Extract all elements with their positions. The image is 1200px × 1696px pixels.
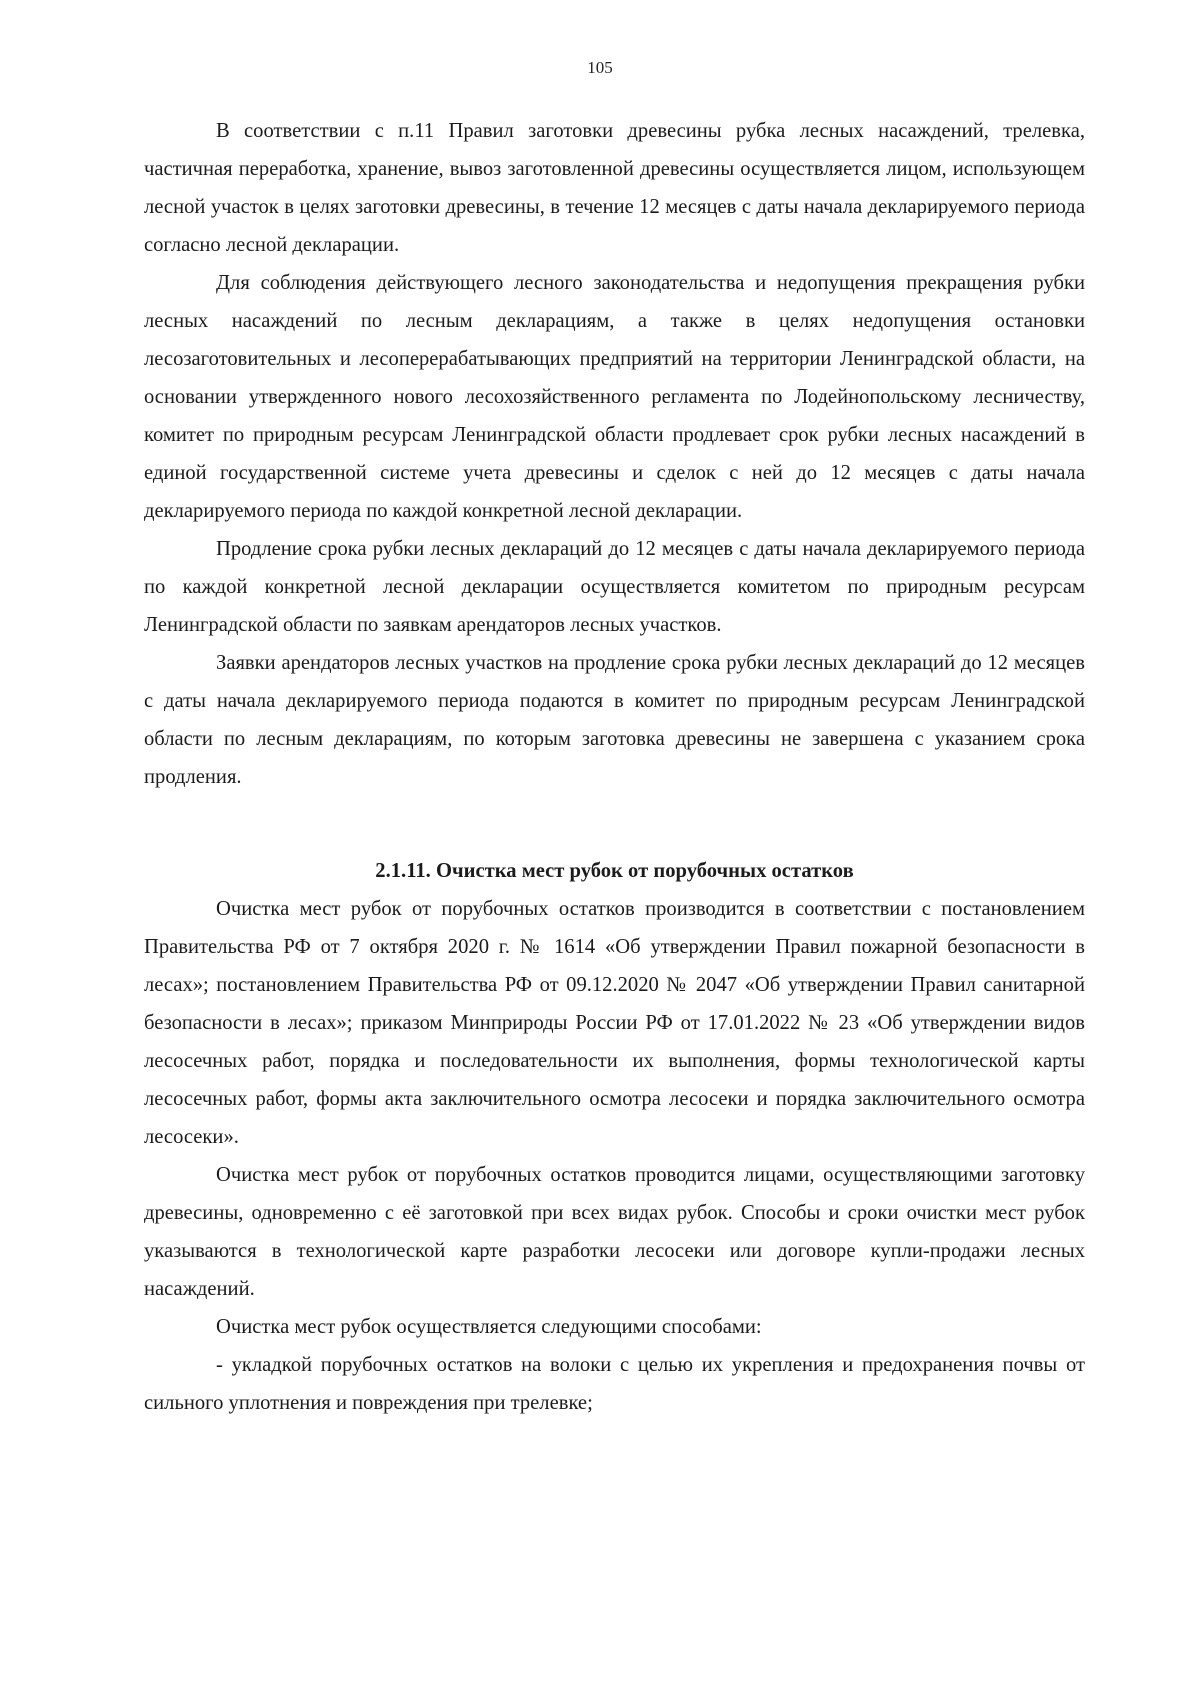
- paragraph-cleaning-responsibility: Очистка мест рубок от порубочных остатков проводится лицами, осуществляющими заготовку древесины, одновременно с её заготовкой при всех видах рубок. Способы и сроки очистки мест рубок указываются в технологической карте разработки лесосеки или договоре купли-продажи лесных насаждений.: [144, 1164, 1085, 1300]
- paragraph-applications: Заявки арендаторов лесных участков на продление срока рубки лесных деклараций до 12 месяцев с даты начала декларируемого периода подаются в комитет по природным ресурсам Ленинградской области по лесным декларациям, по которым заготовка древесины не завершена с указанием срока продления.: [144, 652, 1085, 788]
- page-number: 105: [587, 58, 613, 77]
- paragraph-cleaning-methods-intro: Очистка мест рубок осуществляется следующими способами:: [216, 1316, 762, 1338]
- document-body: [144, 112, 1085, 1422]
- paragraph-extension-procedure: Продление срока рубки лесных деклараций до 12 месяцев с даты начала декларируемого периода по каждой конкретной лесной декларации осуществляется комитетом по природным ресурсам Ленинградской области по заявкам арендаторов лесных участков.: [144, 538, 1085, 636]
- section-heading: 2.1.11. Очистка мест рубок от порубочных остатков: [375, 860, 854, 882]
- paragraph-extension-basis: Для соблюдения действующего лесного законодательства и недопущения прекращения рубки лесных насаждений по лесным декларациям, а также в целях недопущения остановки лесозаготовительных и лесоперерабатывающих предприятий на территории Ленинградской области, на основании утвержденного нового лесохозяйственного регламента по Лодейнопольскому лесничеству, комитет по природным ресурсам Ленинградской области продлевает срок рубки лесных насаждений в единой государственной системе учета древесины и сделок с ней до 12 месяцев с даты начала декларируемого периода по каждой конкретной лесной декларации.: [144, 272, 1085, 522]
- list-item-cleaning-method: - укладкой порубочных остатков на волоки с целью их укрепления и предохранения почвы от сильного уплотнения и повреждения при трелевке;: [144, 1354, 1085, 1414]
- paragraph-harvest-period: В соответствии с п.11 Правил заготовки древесины рубка лесных насаждений, трелевка, частичная переработка, хранение, вывоз заготовленной древесины осуществляется лицом, использующем лесной участок в целях заготовки древесины, в течение 12 месяцев с даты начала декларируемого периода согласно лесной декларации.: [144, 120, 1085, 256]
- paragraph-cleaning-regulations: Очистка мест рубок от порубочных остатков производится в соответствии с постановлением Правительства РФ от 7 октября 2020 г. № 1614 «Об утверждении Правил пожарной безопасности в лесах»; постановлением Правительства РФ от 09.12.2020 № 2047 «Об утверждении Правил санитарной безопасности в лесах»; приказом Минприроды России РФ от 17.01.2022 № 23 «Об утверждении видов лесосечных работ, порядка и последовательности их выполнения, формы технологической карты лесосечных работ, формы акта заключительного осмотра лесосеки и порядка заключительного осмотра лесосеки».: [144, 898, 1085, 1148]
